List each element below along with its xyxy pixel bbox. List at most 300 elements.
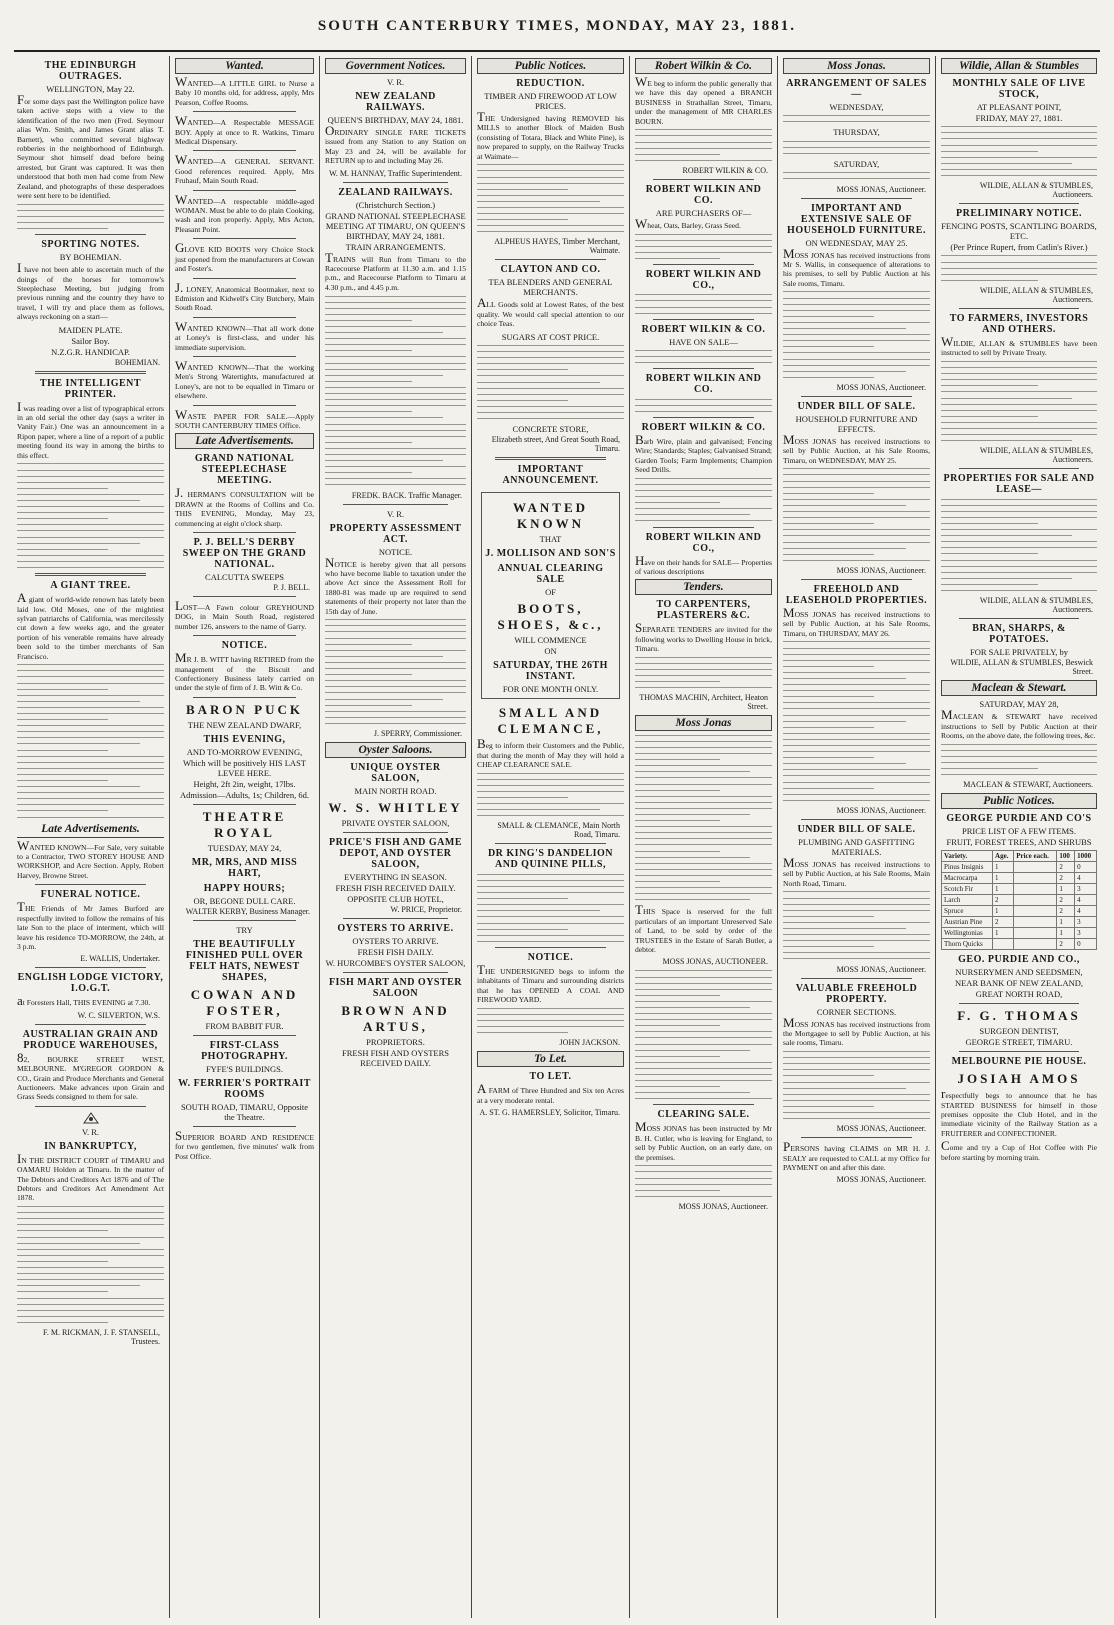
- notice-title: UNDER BILL OF SALE.: [797, 823, 916, 835]
- notice-title: FREEHOLD AND LEASEHOLD PROPERTIES.: [785, 583, 928, 606]
- price-table-body: [942, 862, 1097, 950]
- notice-body: MACLEAN & STEWART have received instructions to Sell by Public Auction at their Rooms, on the above date, the following trees, &c.: [941, 707, 1097, 740]
- divider: [959, 1051, 1079, 1052]
- advert-line: MAIN NORTH ROAD.: [354, 785, 437, 796]
- table-cell: 2: [993, 917, 1014, 928]
- signature: MOSS JONAS, Auctioneer.: [836, 1124, 926, 1134]
- divider: [959, 618, 1079, 619]
- text-lines: [635, 399, 772, 412]
- table-cell: Austrian Pine: [942, 917, 993, 928]
- signature: WILDIE, ALLAN & STUMBLES, Auctioneers.: [979, 596, 1093, 615]
- divider: [801, 819, 912, 820]
- table-cell: [1014, 884, 1057, 895]
- section-heading: Wanted.: [175, 58, 314, 74]
- section-heading: Late Advertisements.: [175, 433, 314, 449]
- notice-title: ARRANGEMENT OF SALES—: [786, 78, 927, 100]
- advert-line: SOUTH ROAD, TIMARU, Opposite the Theatre.: [180, 1101, 309, 1122]
- advert-title: ROBERT WILKIN AND CO.,: [645, 269, 762, 292]
- divider: [495, 259, 606, 260]
- notice-body: MR J. B. WITT having RETIRED from the management of the Biscuit and Confectionery Business lately carried on under the style of firm of J. B. Witt & Co.: [175, 650, 314, 693]
- notice-line: QUEEN'S BIRTHDAY, MAY 24, 1881.: [327, 115, 464, 125]
- advert-line: FRESH FISH DAILY.: [357, 946, 434, 957]
- notice-line: NOTICE.: [378, 546, 413, 557]
- advert-line: W. FERRIER'S PORTRAIT ROOMS: [178, 1077, 311, 1100]
- advert-headline: BARON PUCK: [185, 701, 304, 717]
- divider: [343, 832, 448, 833]
- advert-line: HAVE ON SALE—: [669, 336, 738, 347]
- table-cell: 4: [1075, 873, 1097, 884]
- divider: [193, 1126, 296, 1127]
- crest-label: V. R.: [386, 508, 405, 519]
- advert-body: 82, BOURKE STREET WEST, MELBOURNE. M'GREGOR GORDON & CO., Grain and Produce Merchants and General Auctioneers. Make advances upon Grain and Grass Seeds consigned to them for sale.: [17, 1049, 164, 1102]
- notice-line: SATURDAY, MAY 28,: [979, 699, 1059, 710]
- article-title: A GIANT TREE.: [50, 580, 131, 592]
- notice-line: THURSDAY,: [833, 127, 880, 138]
- table-cell: 2: [1057, 906, 1075, 917]
- divider: [653, 417, 754, 418]
- text-lines: [941, 126, 1097, 176]
- signature: THOMAS MACHIN, Architect, Heaton Street.: [639, 693, 768, 712]
- advert-title: MELBOURNE PIE HOUSE.: [951, 1056, 1087, 1068]
- text-lines: [941, 361, 1097, 441]
- advert-title: ROBERT WILKIN AND CO.: [645, 373, 762, 396]
- article-body: A giant of world-wide renown has lately been laid low. Old Moses, one of the mightiest sylvan patriarchs of California, was mercilessly cut down a few weeks ago, and the greater portion of his venerable remains have already been sold to the timber merchants of San Francisco.: [17, 590, 164, 661]
- signature: WILDIE, ALLAN & STUMBLES, Auctioneers.: [979, 285, 1093, 304]
- table-cell: 1: [1057, 928, 1075, 939]
- column-5: [630, 56, 778, 1618]
- advert-headline: BOOTS, SHOES, &c.,: [497, 601, 604, 633]
- race-name: N.Z.G.R. HANDICAP.: [51, 346, 130, 357]
- divider: [193, 150, 296, 151]
- table-cell: 2: [993, 895, 1014, 906]
- divider: [653, 368, 754, 369]
- table-cell: 0: [1075, 862, 1097, 873]
- notice-title: FUNERAL NOTICE.: [40, 889, 141, 901]
- divider: [193, 1035, 296, 1036]
- divider: [343, 972, 448, 973]
- notice-body: A FARM of Three Hundred and Six ten Acres at a very moderate rental.: [477, 1081, 624, 1105]
- table-cell: [1014, 873, 1057, 884]
- advert-line: ARE PURCHASERS OF—: [655, 207, 752, 218]
- advert-body: WANTED—A LITTLE GIRL to Nurse a Baby 10 months old, for address, apply, Mrs Pearson, Coffee Rooms.: [175, 74, 314, 107]
- signature: FREDK. BACK. Traffic Manager.: [351, 490, 462, 500]
- advert-line: FIRST-CLASS PHOTOGRAPHY.: [201, 1039, 288, 1062]
- advert-line: ON: [544, 646, 557, 657]
- advert-line: Which will be positively HIS LAST LEVEE HERE.: [182, 757, 306, 778]
- signature: MOSS JONAS, Auctioneer.: [836, 964, 926, 974]
- table-cell: 4: [1075, 906, 1097, 917]
- text-lines: [783, 1051, 930, 1119]
- table-row: [942, 928, 1097, 939]
- notice-body: ORDINARY SINGLE FARE TICKETS issued from any Station to any Station on May 23 and 24, will be available for RETURN up to and including May 26.: [325, 123, 466, 166]
- section-heading: Moss Jonas.: [783, 58, 930, 74]
- table-header-cell: 1000: [1075, 851, 1097, 862]
- table-cell: 1: [993, 873, 1014, 884]
- advert-body: GLOVE KID BOOTS very Choice Stock just opened from the manufacturers at Cowan and Foster's.: [175, 240, 314, 274]
- advert-line: THIS EVENING,: [203, 733, 286, 745]
- section-heading: Moss Jonas: [635, 715, 772, 731]
- divider: [653, 319, 754, 320]
- advert-title: UNIQUE OYSTER SALOON,: [350, 761, 441, 784]
- notice-body: TRAINS will Run from Timaru to the Racecourse Platform at 11.30 a.m. and 1.15 p.m., and Racecourse Platform to Timaru at 4.30 p.m., and 4.45 p.m.: [325, 249, 466, 292]
- divider: [801, 198, 912, 199]
- notice-title: TO LET.: [529, 1071, 572, 1083]
- notice-body: MOSS JONAS has received instructions to sell by Public Auction, at his Sale Rooms, Main North Road, Timaru.: [783, 854, 930, 888]
- advert-body: SUPERIOR BOARD AND RESIDENCE for two gentlemen, five minutes' walk from Post Office.: [175, 1127, 314, 1161]
- table-cell: [993, 939, 1014, 950]
- advert-line: NEAR BANK OF NEW ZEALAND,: [954, 978, 1084, 989]
- table-cell: 1: [1057, 917, 1075, 928]
- table-header-row: [942, 851, 1097, 862]
- text-lines: [477, 773, 624, 817]
- table-cell: 0: [1075, 939, 1097, 950]
- divider: [35, 1106, 146, 1107]
- advert-line: OR, BEGONE DULL CARE.: [193, 895, 296, 906]
- signature: MOSS JONAS, Auctioneer.: [836, 184, 926, 194]
- table-header-cell: 100: [1057, 851, 1075, 862]
- divider: [653, 179, 754, 180]
- article-title: SPORTING NOTES.: [41, 239, 140, 251]
- table-row: [942, 862, 1097, 873]
- advert-title: ROBERT WILKIN AND CO.: [645, 183, 762, 206]
- divider: [495, 457, 606, 460]
- signature: WILDIE, ALLAN & STUMBLES, Auctioneers.: [979, 181, 1093, 200]
- advert-title: GEO. PURDIE AND CO.,: [958, 954, 1080, 966]
- notice-line: (Per Prince Rupert, from Catlin's River.): [950, 242, 1088, 253]
- divider: [193, 317, 296, 318]
- advert-line: SATURDAY, THE 26TH INSTANT.: [493, 660, 608, 683]
- table-cell: Scotch Fir: [942, 884, 993, 895]
- masthead-title: SOUTH CANTERBURY TIMES, MONDAY, MAY 23, 1881.: [317, 18, 797, 34]
- signature: A. ST. G. HAMERSLEY, Solicitor, Timaru.: [479, 1108, 620, 1118]
- signature: ALPHEUS HAYES, Timber Merchant, Waimate.: [494, 237, 620, 256]
- advert-line: FOR ONE MONTH ONLY.: [502, 684, 599, 695]
- table-row: [942, 917, 1097, 928]
- advert-body: Beg to inform their Customers and the Public, that during the month of May they will hold a CHEAP CLEARANCE SALE.: [477, 736, 624, 769]
- advert-line: FRUIT, FOREST TREES, AND SHRUBS: [946, 837, 1092, 848]
- divider: [801, 579, 912, 580]
- table-cell: 1: [993, 906, 1014, 917]
- advert-body: WANTED—A respectable middle-aged WOMAN. Must be able to do plain Cooking, wash and iron properly. Apply, Mrs Acton, Pleasant Point.: [175, 191, 314, 234]
- column-3: [320, 56, 472, 1618]
- text-lines: [17, 204, 164, 229]
- signature: W. PRICE, Proprietor.: [390, 904, 462, 914]
- advert-body: WASTE PAPER FOR SALE.—Apply SOUTH CANTERBURY TIMES Office.: [175, 406, 314, 430]
- advert-line: PROPRIETORS.: [366, 1036, 425, 1047]
- notice-title: BRAN, SHARPS, & POTATOES.: [972, 623, 1066, 646]
- table-cell: 2: [1057, 873, 1075, 884]
- table-cell: 1: [993, 862, 1014, 873]
- table-cell: Larch: [942, 895, 993, 906]
- column-7: [936, 56, 1102, 1618]
- signature: MOSS JONAS, AUCTIONEER.: [662, 957, 768, 967]
- divider: [193, 532, 296, 533]
- advert-headline: F. G. THOMAS: [957, 1008, 1081, 1024]
- notice-body: MOSS JONAS has received instructions to sell by Public Auction, at his Sale Rooms, Timaru, on WEDNESDAY, MAY 25.: [783, 431, 930, 465]
- divider: [193, 596, 296, 597]
- notice-line: FRIDAY, MAY 27, 1881.: [975, 113, 1063, 123]
- column-1: [12, 56, 170, 1618]
- notice-body: THE UNDERSIGNED begs to inform the inhabitants of Timaru and surrounding districts that he has OPENED A COAL AND FIREWOOD YARD.: [477, 961, 624, 1005]
- text-lines: [325, 619, 466, 724]
- section-heading: Maclean & Stewart.: [941, 680, 1097, 696]
- advert-body: WANTED—A Respectable MESSAGE BOY. Apply at once to R. Watkins, Timaru Medical Dispensary.: [175, 113, 314, 147]
- text-lines: [635, 478, 772, 522]
- price-table: [941, 850, 1097, 950]
- divider: [801, 978, 912, 979]
- advert-line: W. HURCOMBE'S OYSTER SALOON,: [325, 957, 466, 968]
- royal-crest-icon: [82, 1111, 100, 1125]
- advert-line: SUGARS AT COST PRICE.: [501, 331, 600, 342]
- notice-body: MOSS JONAS has received instructions from Mr S. Wallis, in consequence of alterations to his premises, to sell by Public Auction at his Sale rooms, Timaru.: [783, 245, 930, 288]
- notice-title: PROPERTY ASSESSMENT ACT.: [329, 522, 462, 545]
- table-row: [942, 906, 1097, 917]
- divider: [959, 468, 1079, 469]
- notice-body: MOSS JONAS has received instructions to sell by Public Auction, at his Sale Rooms, Timaru, on THURSDAY, MAY 26.: [783, 604, 930, 638]
- advert-line: TRY: [236, 924, 253, 935]
- table-cell: Thorn Quicks: [942, 939, 993, 950]
- advert-line: GEORGE STREET, TIMARU.: [965, 1037, 1073, 1048]
- notice-line: WEDNESDAY,: [829, 102, 884, 112]
- notice-title: MONTHLY SALE OF LIVE STOCK,: [952, 78, 1086, 100]
- advert-title: GRAND NATIONAL STEEPLECHASE MEETING.: [194, 453, 295, 487]
- divider: [35, 234, 146, 235]
- divider: [801, 396, 912, 397]
- signature: MACLEAN & STEWART, Auctioneers.: [963, 780, 1093, 790]
- advert-title: FISH MART AND OYSTER SALOON: [328, 976, 463, 999]
- dateline: WELLINGTON, May 22.: [46, 84, 135, 94]
- text-lines: [17, 664, 164, 817]
- notice-line: ON WEDNESDAY, MAY 25.: [805, 237, 908, 248]
- notice-line: GRAND NATIONAL STEEPLECHASE MEETING AT TIMARU, ON QUEEN'S BIRTHDAY, MAY 24, 1881.: [325, 210, 466, 241]
- divider: [193, 278, 296, 279]
- table-row: [942, 895, 1097, 906]
- section-heading: Oyster Saloons.: [325, 742, 466, 758]
- advert-line: CALCUTTA SWEEPS: [205, 572, 284, 582]
- signature: MOSS JONAS, Auctioneer.: [836, 382, 926, 392]
- notice-line: TIMBER AND FIREWOOD AT LOW PRICES.: [484, 91, 617, 111]
- advert-line: OYSTERS TO ARRIVE.: [352, 935, 439, 946]
- signature: MOSS JONAS, Auctioneer.: [836, 1175, 926, 1185]
- column-2: [170, 56, 320, 1618]
- column-6: [778, 56, 936, 1618]
- notice-title: PROPERTIES FOR SALE AND LEASE—: [943, 473, 1095, 496]
- divider: [193, 356, 296, 357]
- advert-line: FRESH FISH RECEIVED DAILY.: [335, 882, 456, 893]
- advert-line: THAT: [539, 534, 562, 545]
- notice-title: IN BANKRUPTCY,: [44, 1140, 137, 1152]
- advert-line: Height, 2ft 2in, weight, 17lbs.: [193, 778, 296, 789]
- divider: [495, 947, 606, 948]
- text-lines: [477, 164, 624, 232]
- divider: [35, 1024, 146, 1025]
- notice-body: at Foresters Hall, THIS EVENING at 7.30.: [17, 993, 151, 1009]
- advert-body: LOST—A Fawn colour GREYHOUND DOG, in Main South Road, registered number 126, answers to the name of Garry.: [175, 598, 314, 631]
- notice-body: PERSONS having CLAIMS on MR H. J. SEALY are requested to CALL at my Office for PAYMENT on and after this date.: [783, 1139, 930, 1173]
- text-lines: [477, 874, 624, 942]
- divider: [801, 1137, 912, 1138]
- notice-title: IMPORTANT AND EXTENSIVE SALE OF HOUSEHOLD FURNITURE.: [787, 202, 926, 236]
- divider: [193, 804, 296, 805]
- advert-body: J. LONEY, Anatomical Bootmaker, next to Edmiston and Kidwell's City Butchery, Main South Road.: [175, 279, 314, 313]
- notice-body: WILDIE, ALLAN & STUMBLES have been instructed to sell by Private Treaty.: [941, 333, 1097, 358]
- notice-body: IN THE DISTRICT COURT of TIMARU and OAMARU Holden at Timaru. In the matter of The Debtors and Creditors Act 1876 and of The Debtors and Creditors Act Amendment Act 1878.: [17, 1150, 164, 1203]
- notice-line: HOUSEHOLD FURNITURE AND EFFECTS.: [795, 413, 918, 434]
- notice-body: MOSS JONAS has received instructions from the Mortgagee to sell by Public Auction, at his sale rooms, Timaru.: [783, 1014, 930, 1048]
- notice-body: NOTICE is hereby given that all persons who have become liable to taxation under the above Act since the Assessment Roll for 1880-81 was made up are required to send statements of their property not later than the 15th day of June.: [325, 554, 466, 616]
- table-row: [942, 873, 1097, 884]
- text-lines: [941, 744, 1097, 775]
- divider: [653, 264, 754, 265]
- masthead-rule: [14, 50, 1100, 52]
- advert-title: P. J. BELL'S DERBY SWEEP ON THE GRAND NATIONAL.: [182, 537, 307, 570]
- byline: BY BOHEMIAN.: [59, 252, 122, 263]
- advert-body: WANTED KNOWN—That the working Men's Strong Watertights, manufactured at Loney's, are not to be equalled in Timaru or elsewhere.: [175, 357, 314, 401]
- advert-body: WE beg to inform the public generally that we have this day opened a BRANCH BUSINESS in Strathallan Street, Timaru, under the management of MR CHARLES BOURN.: [635, 74, 772, 126]
- advert-line: MR, MRS, AND MISS HART,: [191, 856, 298, 879]
- table-cell: 2: [1057, 939, 1075, 950]
- divider: [495, 843, 606, 844]
- divider: [193, 920, 296, 921]
- advert-body: WANTED KNOWN—That all work done at Loney's is first-class, and under his immediate supervision.: [175, 318, 314, 352]
- notice-line: FOR SALE PRIVATELY, by: [969, 647, 1069, 658]
- notice-line: AT PLEASANT POINT,: [976, 102, 1062, 112]
- article-title: THE EDINBURGH OUTRAGES.: [44, 60, 137, 82]
- signature: WILDIE, ALLAN & STUMBLES, Auctioneers.: [979, 446, 1093, 465]
- advert-line: CONCRETE STORE,: [512, 424, 589, 435]
- text-lines: [635, 234, 772, 259]
- notice-title: PRELIMINARY NOTICE.: [955, 208, 1082, 220]
- notice-line: FENCING POSTS, SCANTLING BOARDS, ETC.: [941, 221, 1097, 242]
- table-cell: 3: [1075, 917, 1097, 928]
- advert-line: OF: [545, 587, 556, 598]
- text-lines: [783, 891, 930, 959]
- text-lines: [783, 115, 930, 122]
- text-lines: [635, 735, 772, 901]
- table-cell: [1014, 895, 1057, 906]
- text-lines: [635, 657, 772, 688]
- table-cell: 1: [993, 884, 1014, 895]
- divider: [343, 182, 448, 183]
- advert-body: Come and try a Cup of Hot Coffee with Pie before starting by morning train.: [941, 1138, 1097, 1162]
- table-cell: [1014, 917, 1057, 928]
- table-header-cell: Price each.: [1014, 851, 1057, 862]
- advert-title: ROBERT WILKIN & CO.: [641, 323, 766, 335]
- advert-line: WILL COMMENCE: [514, 635, 587, 646]
- text-lines: [941, 499, 1097, 591]
- text-lines: [783, 172, 930, 179]
- table-cell: 2: [1057, 895, 1075, 906]
- table-cell: Spruce: [942, 906, 993, 917]
- signature: WILDIE, ALLAN & STUMBLES, Beswick Street.: [950, 658, 1093, 677]
- crest-label: V. R.: [386, 77, 405, 87]
- advert-body: WANTED—A GENERAL SERVANT. Good references required. Apply, Mrs Fruhauf, Main South Road.: [175, 152, 314, 186]
- notice-title: VALUABLE FREEHOLD PROPERTY.: [795, 982, 918, 1005]
- divider: [35, 573, 146, 576]
- masthead: [0, 0, 1114, 52]
- advert-box: [481, 492, 620, 699]
- text-lines: [635, 1165, 772, 1196]
- table-cell: [1014, 939, 1057, 950]
- divider: [959, 203, 1079, 204]
- table-cell: [1014, 862, 1057, 873]
- table-cell: Macrocarpa: [942, 873, 993, 884]
- advert-body: WANTED KNOWN—For Sale, very suitable to a Contractor, TWO STOREY HOUSE AND WORKSHOP, and Acre Section. Apply, Robert Harvey, Browne Street.: [17, 837, 164, 880]
- section-heading: Public Notices.: [477, 58, 624, 74]
- table-cell: 2: [1057, 862, 1075, 873]
- advert-headline: COWAN AND FOSTER,: [190, 986, 299, 1018]
- signature: P. J. BELL.: [273, 583, 310, 592]
- notice-title: ENGLISH LODGE VICTORY, I.O.G.T.: [17, 972, 164, 995]
- section-heading: Robert Wilkin & Co.: [635, 58, 772, 74]
- signature: MOSS JONAS, Auctioneer.: [836, 565, 926, 575]
- table-cell: 3: [1075, 884, 1097, 895]
- advert-line: TUESDAY, MAY 24,: [207, 842, 282, 853]
- race-pick: Sailor Boy.: [71, 335, 110, 346]
- divider: [653, 527, 754, 528]
- article-body: I have not been able to ascertain much of the doings of the horses for tomorrow's Steeplechase Meeting, but judging from previous running and the country they have to travel, I will try and place them as follows, always reckoning on a start—: [17, 260, 164, 322]
- advert-line: THE NEW ZEALAND DWARF,: [187, 719, 302, 730]
- notice-line: TRAIN ARRANGEMENTS.: [345, 241, 446, 252]
- table-cell: [1014, 928, 1057, 939]
- advert-line: J. MOLLISON AND SON'S: [485, 548, 616, 560]
- divider: [193, 697, 296, 698]
- advert-line: THE BEAUTIFULLY FINISHED PULL OVER FELT HATS, NEWEST SHAPES,: [185, 938, 304, 983]
- notice-body: MOSS JONAS has been instructed by Mr B. H. Cutler, who is leaving for England, to sell by Public Auction, on an early date, on the premises.: [635, 1119, 772, 1162]
- notice-title: CLEARING SALE.: [657, 1109, 750, 1121]
- signature: MOSS JONAS, Auctioneer.: [836, 805, 926, 815]
- advert-line: PRICE LIST OF A FEW ITEMS.: [962, 826, 1076, 837]
- advert-line: TEA BLENDERS AND GENERAL MERCHANTS.: [488, 277, 613, 298]
- signature: JOHN JACKSON.: [559, 1038, 620, 1048]
- section-heading: Late Advertisements.: [17, 823, 164, 838]
- advert-body: Have on their hands for SALE— Properties of various descriptions: [635, 552, 772, 576]
- notice-body: SEPARATE TENDERS are invited for the following works to Dwelling House in brick, Timaru.: [635, 620, 772, 654]
- text-lines: [635, 970, 772, 1099]
- text-lines: [783, 468, 930, 560]
- article-body: For some days past the Wellington police have taken active steps with a view to the identification of the two men (Fred. Seymour alias Wm. Smith, and James Grant alias T. Barnett), who committed several highway robberies in the neighborhood of Edinburgh. Seymour shot himself dead before being arrested, but Grant was captured. It was then understood that both men had come from New Zealand, and photographs of these desperadoes were sent here to be identified.: [17, 92, 164, 201]
- text-lines: [635, 350, 772, 363]
- text-lines: [635, 294, 772, 313]
- notice-title: NOTICE.: [221, 640, 268, 652]
- advert-line: Admission—Adults, 1s; Children, 6d.: [180, 789, 309, 800]
- signature: SMALL & CLEMANCE, Main North Road, Timaru.: [497, 821, 620, 840]
- signature: F. M. RICKMAN, J. F. STANSELL, Trustees.: [43, 1327, 160, 1346]
- advert-body: Barb Wire, plain and galvanised; Fencing Wire; Standards; Staples; Galvanised Strand; Garden Tools; Farm Implements; Champion Seed Drills.: [635, 431, 772, 475]
- signature: ROBERT WILKIN & CO.: [682, 165, 768, 175]
- text-lines: [477, 345, 624, 419]
- text-lines: [783, 641, 930, 800]
- signature: J. SPERRY, Commissioner.: [373, 728, 462, 738]
- advert-headline: THEATRE ROYAL: [202, 808, 287, 840]
- text-lines: [477, 1008, 624, 1033]
- table-header-cell: Age.: [993, 851, 1014, 862]
- table-cell: Wellingtonias: [942, 928, 993, 939]
- table-row: [942, 884, 1097, 895]
- section-heading: Public Notices.: [941, 793, 1097, 809]
- text-lines: [325, 296, 466, 486]
- advert-line: OPPOSITE CLUB HOTEL,: [347, 893, 444, 904]
- advert-headline: BROWN AND ARTUS,: [341, 1002, 450, 1034]
- advert-body: Wheat, Oats, Barley, Grass Seed.: [635, 215, 741, 231]
- divider: [35, 967, 146, 968]
- advert-title: GEORGE PURDIE AND CO'S: [946, 813, 1092, 825]
- advert-line: AND TO-MORROW EVENING,: [186, 746, 303, 757]
- advert-title: DR KING'S DANDELION AND QUININE PILLS,: [487, 848, 614, 871]
- advert-headline: SMALL AND CLEMANCE,: [497, 705, 604, 737]
- divider: [959, 308, 1079, 309]
- section-heading: Tenders.: [635, 579, 772, 595]
